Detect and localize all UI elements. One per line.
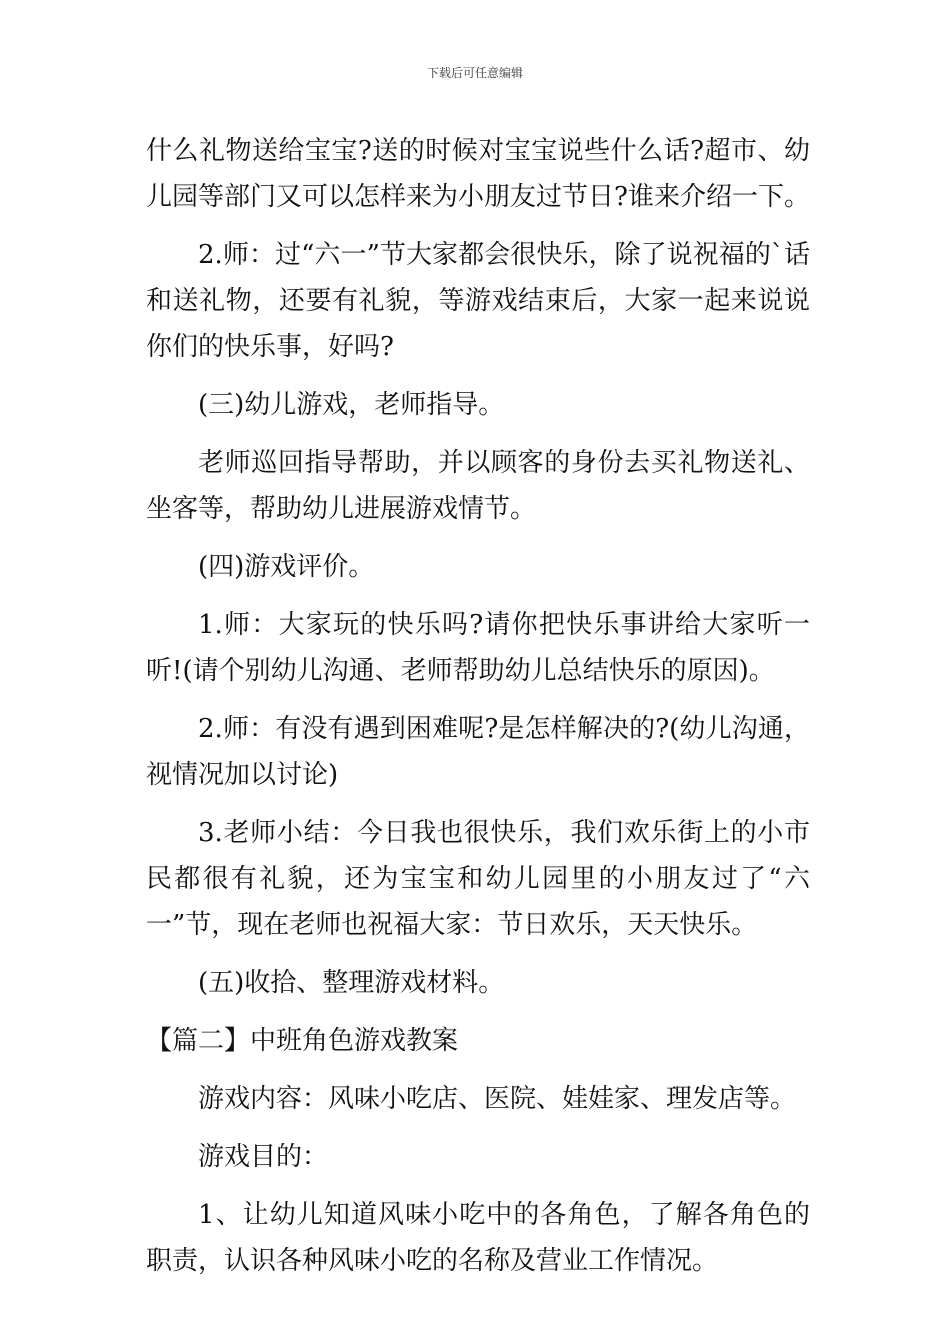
- paragraph-2: 2.师：过“六一”节大家都会很快乐，除了说祝福的`话和送礼物，还要有礼貌，等游戏结束后，大家一起来说说你们的快乐事，好吗?: [146, 240, 810, 362]
- page-header: 下载后可任意编辑: [426, 66, 523, 80]
- paragraph-12: 游戏目的：: [198, 1142, 329, 1172]
- paragraph-11: 游戏内容：风味小吃店、医院、娃娃家、理发店等。: [198, 1084, 797, 1114]
- paragraph-13: 1、让幼儿知道风味小吃中的各角色，了解各角色的职责，认识各种风味小吃的名称及营业工作情况。: [146, 1200, 810, 1276]
- paragraph-9: (五)收拾、整理游戏材料。: [198, 968, 505, 998]
- paragraph-1: 什么礼物送给宝宝?送的时候对宝宝说些什么话?超市、幼儿园等部门又可以怎样来为小朋友过节日?谁来介绍一下。: [146, 136, 810, 212]
- paragraph-3: (三)幼儿游戏，老师指导。: [198, 390, 505, 420]
- paragraph-5: (四)游戏评价。: [198, 552, 375, 582]
- section-heading: 【篇二】中班角色游戏教案: [146, 1026, 459, 1056]
- document-body: [146, 128, 810, 1296]
- paragraph-7: 2.师：有没有遇到困难呢?是怎样解决的?(幼儿沟通，视情况加以讨论): [146, 714, 810, 790]
- paragraph-8: 3.老师小结：今日我也很快乐，我们欢乐街上的小市民都很有礼貌，还为宝宝和幼儿园里的小朋友过了“六一”节，现在老师也祝福大家：节日欢乐，天天快乐。: [146, 818, 810, 940]
- paragraph-6: 1.师：大家玩的快乐吗?请你把快乐事讲给大家听一听!(请个别幼儿沟通、老师帮助幼儿总结快乐的原因)。: [146, 610, 810, 686]
- paragraph-4: 老师巡回指导帮助，并以顾客的身份去买礼物送礼、坐客等，帮助幼儿进展游戏情节。: [146, 448, 810, 524]
